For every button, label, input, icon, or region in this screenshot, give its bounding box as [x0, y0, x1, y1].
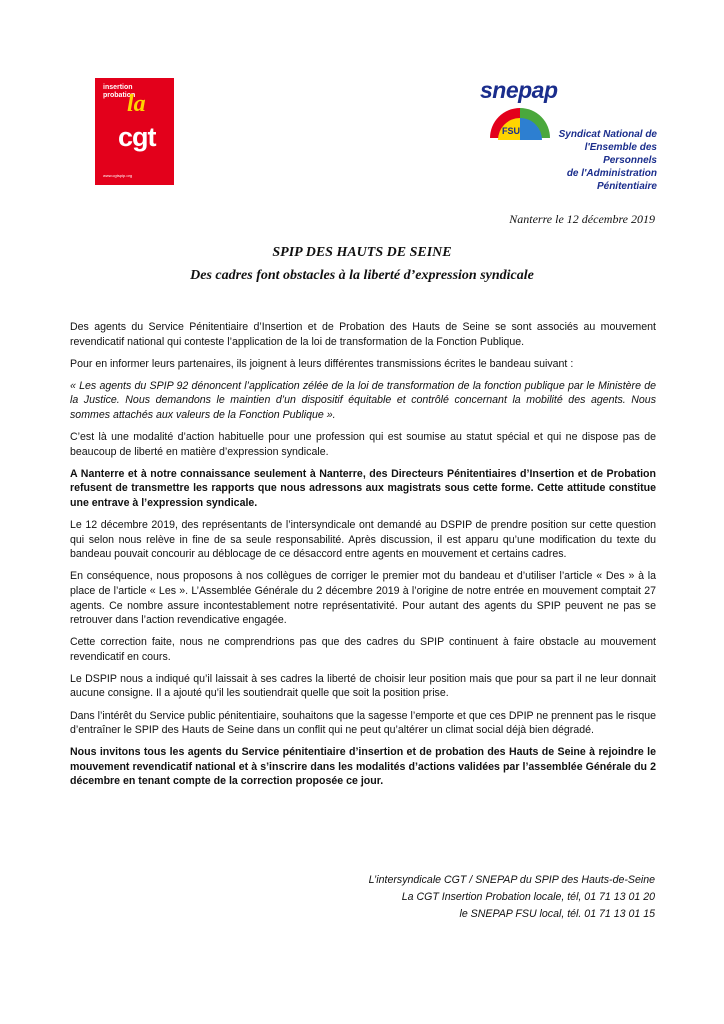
paragraph: Le DSPIP nous a indiqué qu’il laissait à ses cadres la liberté de choisir leur position mais que pour sa part il ne leur donnait aucune consigne. Il a ajouté qu’il les soutiendrait quelle que soit la position prise.: [70, 672, 656, 700]
paragraph: Des agents du Service Pénitentiaire d’Insertion et de Probation des Hauts de Seine se sont associés au mouvement revendicatif national qui conteste l’application de la loi de transformation de la Fonction Publique.: [70, 321, 656, 348]
document-subtitle: Des cadres font obstacles à la liberté d’expression syndicale: [190, 268, 534, 283]
snepap-logo: [480, 77, 657, 192]
paragraph: Dans l’intérêt du Service public pénitentiaire, souhaitons que la sagesse l’emporte et que ces DPIP ne prennent pas le risque d’entraîner le SPIP des Hauts de Seine dans un conflit qui ne peut qu’altérer un climat social déjà bien dégradé.: [70, 709, 656, 737]
document-title: SPIP DES HAUTS DE SEINE: [272, 245, 452, 260]
signature-block: [369, 872, 655, 923]
snepap-logo-name: snepap: [480, 77, 558, 103]
paragraph: Le 12 décembre 2019, des représentants de l’intersyndicale ont demandé au DSPIP de prendre position sur cette question qui selon nous relève in fine de sa seule responsabilité. Après discussion, il est apparu qu’une modification du texte du bandeau pouvait concourir au déblocage de ce désaccord entre agents en mouvement et certains cadres.: [70, 519, 656, 561]
paragraph: En conséquence, nous proposons à nos collègues de corriger le premier mot du bandeau et d’utiliser l’article « Des » à la place de l’article « Les ». L’Assemblée Générale du 2 décembre 2019 à l’origine de notre entrée en mouvement comptait 27 agents. Ce nombre assure incontestablement notre représentativité. Pour autant des agents du SPIP peuvent ne pas se retrouver dans l’action revendicative engagée.: [70, 570, 656, 627]
paragraph: Cette correction faite, nous ne comprendrions pas que des cadres du SPIP continuent à faire obstacle au mouvement revendicatif en cours.: [70, 636, 656, 663]
snepap-logo-fsu: FSU: [502, 126, 520, 136]
paragraph-quote: « Les agents du SPIP 92 dénoncent l’application zélée de la loi de transformation de la fonction publique par le Ministère de la Justice. Nous demandons le maintien d’un dispositif équitable et contrôlé concernant la mobilité des agents. Nous sommes attachés aux valeurs de la Fonction Publique ».: [70, 379, 656, 421]
snepap-logo-fullname: Syndicat National de l'Ensemble des Personnels de l'Administration Pénitentiaire: [558, 129, 657, 192]
cgt-logo-subtitle: insertion probation: [103, 84, 136, 99]
paragraph-bold: Nous invitons tous les agents du Service pénitentiaire d’insertion et de probation des Hauts de Seine à rejoindre le mouvement revendicatif national et à s’inscrire dans les modalités d’actions validées par l’assemblée Générale du 2 décembre en tenant compte de la correction proposée ce jour.: [70, 746, 656, 788]
cgt-logo-name: cgt: [118, 122, 156, 152]
document-body: [70, 320, 656, 797]
paragraph: C’est là une modalité d’action habituelle pour une profession qui est soumise au statut spécial et qui ne dispose pas de beaucoup de liberté en matière d’expression syndicale.: [70, 431, 656, 458]
signature-line: le SNEPAP FSU local, tél. 01 71 13 01 15: [459, 908, 655, 920]
cgt-logo-la: la: [127, 91, 146, 117]
document-date: Nanterre le 12 décembre 2019: [509, 212, 655, 226]
signature-line: La CGT Insertion Probation locale, tél, 01 71 13 01 20: [401, 891, 655, 903]
paragraph-bold: A Nanterre et à notre connaissance seulement à Nanterre, des Directeurs Pénitentiaires d’Insertion et de Probation refusent de transmettre les rapports que nous adressons aux magistrats sous cette forme. Cette attitude constitue une entrave à l’expression syndicale.: [70, 467, 656, 509]
paragraph: Pour en informer leurs partenaires, ils joignent à leurs différentes transmissions écrites le bandeau suivant :: [70, 357, 574, 370]
signature-line: L’intersyndicale CGT / SNEPAP du SPIP des Hauts-de-Seine: [368, 874, 655, 886]
cgt-logo-url: www.cgtspip.org: [103, 173, 133, 178]
cgt-logo: [95, 78, 174, 185]
